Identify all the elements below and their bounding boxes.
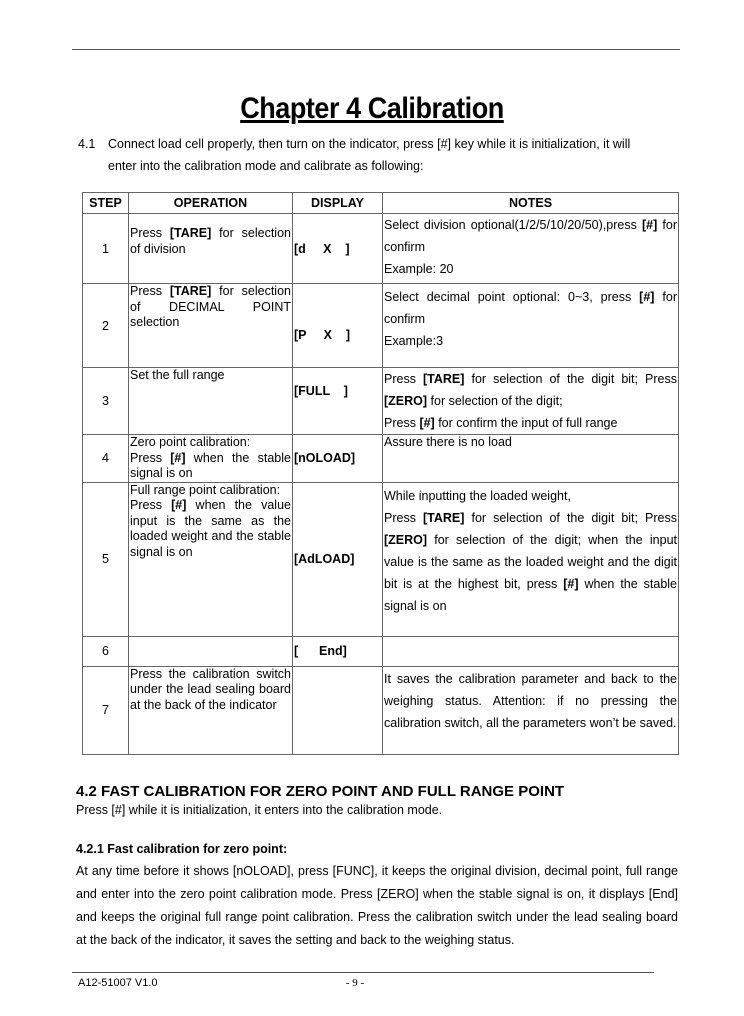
notes-cell: It saves the calibration parameter and back to the weighing status. Attention: if no pressing the calibration switch, all the parameters won’t be saved.: [383, 666, 679, 754]
step-cell: 2: [83, 284, 129, 368]
operation-cell: Zero point calibration: Press [#] when the stable signal is on: [130, 435, 291, 480]
display-cell: [FULL ]: [293, 368, 383, 435]
chapter-title: Chapter 4 Calibration: [240, 92, 504, 125]
table-row: [83, 284, 679, 368]
operation-cell: Set the full range: [129, 368, 293, 435]
header-step: STEP: [83, 193, 129, 214]
step-cell: 1: [83, 214, 129, 284]
intro-line-2: enter into the calibration mode and calibrate as following:: [108, 159, 424, 173]
notes-cell: [383, 636, 679, 666]
notes-cell: Select division optional(1/2/5/10/20/50),press [#] for confirm Example: 20: [383, 214, 679, 284]
table-row: [83, 636, 679, 666]
display-cell: [293, 666, 383, 754]
step-cell: 4: [83, 435, 129, 483]
section-4-2-title: 4.2 FAST CALIBRATION FOR ZERO POINT AND FULL RANGE POINT: [76, 783, 565, 800]
notes-cell: Press [TARE] for selection of the digit bit; Press [ZERO] for selection of the digit; Press [#] for confirm the input of full range: [383, 368, 679, 435]
step-cell: 5: [83, 482, 129, 636]
operation-cell: Press [TARE] for selection of DECIMAL POINT selection: [129, 284, 293, 368]
display-cell: [P X ]: [293, 284, 383, 368]
operation-cell: [129, 636, 293, 666]
section-4-2-1-title: 4.2.1 Fast calibration for zero point:: [76, 842, 288, 856]
table-row: [83, 368, 679, 435]
footer-rule: [72, 972, 654, 973]
operation-cell: Press the calibration switch under the lead sealing board at the back of the indicator: [129, 666, 293, 754]
notes-cell: Select decimal point optional: 0~3, press [#] for confirm Example:3: [383, 284, 679, 368]
display-cell: [nOLOAD]: [293, 435, 383, 483]
step-cell: 7: [83, 666, 129, 754]
calibration-table: [82, 192, 679, 755]
display-cell: [d X ]: [293, 214, 383, 284]
header-display: DISPLAY: [293, 193, 383, 214]
step-cell: 6: [83, 636, 129, 666]
section-4-2-1-body: At any time before it shows [nOLOAD], press [FUNC], it keeps the original division, decimal point, full range and enter into the zero point calibration mode. Press [ZERO] when the stable signal is on, it displays [End] and keeps the original full range point calibration. Press the calibration switch under the lead sealing board at the back of the indicator, it saves the setting and back to the weighing status.: [76, 864, 678, 947]
section-4-2-intro: Press [#] while it is initialization, it enters into the calibration mode.: [76, 803, 443, 817]
table-row: [83, 482, 679, 636]
intro-paragraph: [78, 133, 680, 177]
operation-cell: Full range point calibration: Press [#] when the value input is the same as the loaded weight and the stable signal is on: [129, 482, 293, 636]
intro-number: 4.1: [78, 137, 96, 151]
table-row: [83, 435, 679, 483]
table-row: [83, 214, 679, 284]
display-cell: [ End]: [293, 636, 383, 666]
header-notes: NOTES: [383, 193, 679, 214]
step-cell: 3: [83, 368, 129, 435]
footer-page-number: - 9 -: [345, 977, 365, 989]
operation-cell: Press [TARE] for selection of division: [129, 214, 293, 284]
intro-line-1: Connect load cell properly, then turn on the indicator, press [#] key while it is initialization, it will: [108, 137, 631, 151]
display-cell: [AdLOAD]: [293, 482, 383, 636]
table-row: [83, 666, 679, 754]
notes-cell: Assure there is no load: [383, 435, 679, 483]
footer-doc-code: A12-51007 V1.0: [78, 977, 158, 989]
table-header-row: [83, 193, 679, 214]
notes-cell: While inputting the loaded weight, Press [TARE] for selection of the digit bit; Press [ZERO] for selection of the digit; when the input value is the same as the loaded weight and the digit bit is at the highest bit, press [#] when the stable signal is on: [383, 482, 679, 636]
header-rule: [72, 49, 680, 50]
header-operation: OPERATION: [129, 193, 293, 214]
